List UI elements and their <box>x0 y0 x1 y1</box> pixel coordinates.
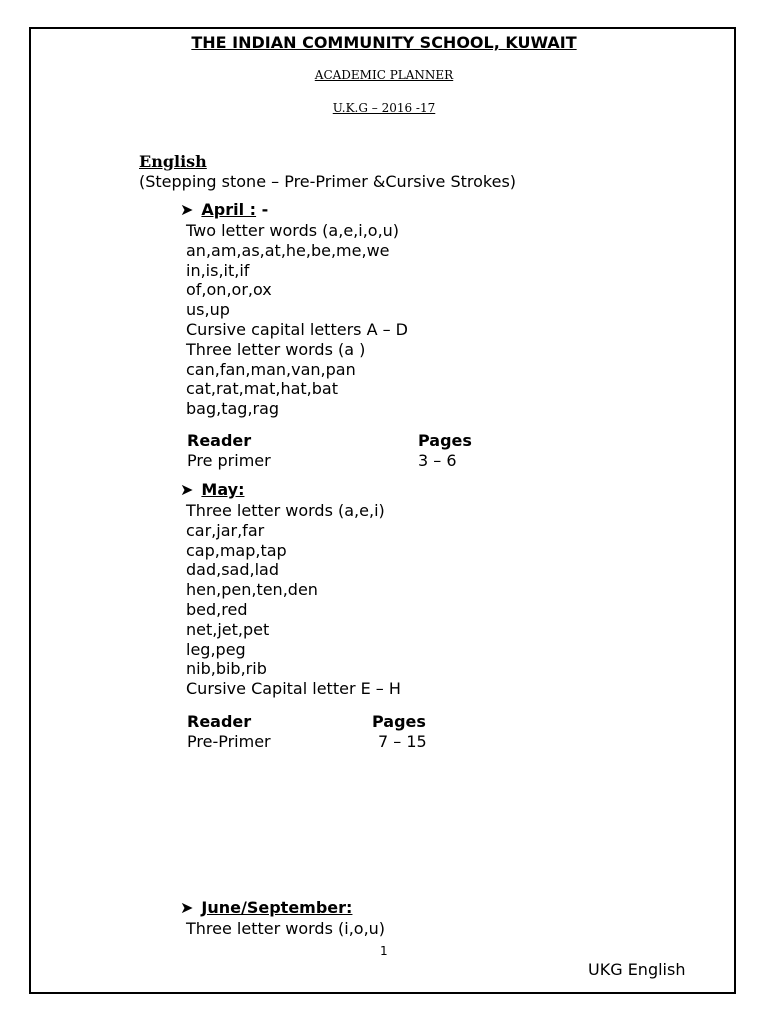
list-item: Cursive Capital letter E – H <box>186 679 401 699</box>
class-year: U.K.G – 2016 -17 <box>332 101 436 115</box>
april-reader-header: Reader <box>187 431 252 450</box>
list-item: cap,map,tap <box>186 540 287 560</box>
month-heading-may: ➤ May: <box>180 480 245 499</box>
subject-description: (Stepping stone – Pre-Primer &Cursive Strokes) <box>139 172 517 191</box>
may-pages-header: Pages <box>372 712 426 731</box>
planner-title: ACADEMIC PLANNER <box>314 68 454 82</box>
list-item: cat,rat,mat,hat,bat <box>186 379 338 399</box>
list-item: can,fan,man,van,pan <box>186 359 356 379</box>
list-item: of,on,or,ox <box>186 280 272 300</box>
arrowhead-bullet-icon: ➤ <box>180 200 194 219</box>
list-item: Cursive capital letters A – D <box>186 319 408 339</box>
list-item: car,jar,far <box>186 520 265 540</box>
april-pages-header: Pages <box>418 431 472 450</box>
footer-label: UKG English <box>588 960 686 979</box>
list-item: in,is,it,if <box>186 260 250 280</box>
list-item: bed,red <box>186 599 248 619</box>
school-title: THE INDIAN COMMUNITY SCHOOL, KUWAIT <box>191 33 577 52</box>
may-reader-value: Pre-Primer <box>187 732 271 751</box>
list-item: Three letter words (i,o,u) <box>186 919 386 938</box>
list-item: an,am,as,at,he,be,me,we <box>186 240 390 260</box>
may-pages-value: 7 – 15 <box>378 732 427 751</box>
list-item: us,up <box>186 300 230 320</box>
april-word-list <box>186 221 408 419</box>
month-heading-june-september: ➤ June/September: <box>180 898 353 917</box>
page-number: 1 <box>380 944 388 958</box>
april-reader-value: Pre primer <box>187 451 271 470</box>
arrowhead-bullet-icon: ➤ <box>180 480 194 499</box>
list-item: Three letter words (a,e,i) <box>186 501 385 520</box>
list-item: Two letter words (a,e,i,o,u) <box>186 221 400 240</box>
list-item: dad,sad,lad <box>186 560 279 580</box>
april-pages-value: 3 – 6 <box>418 451 457 470</box>
list-item: hen,pen,ten,den <box>186 580 318 600</box>
subject-heading: English <box>139 152 207 171</box>
may-word-list <box>186 501 401 699</box>
list-item: bag,tag,rag <box>186 399 280 419</box>
may-reader-header: Reader <box>187 712 252 731</box>
arrowhead-bullet-icon: ➤ <box>180 898 194 917</box>
list-item: leg,peg <box>186 639 246 659</box>
month-heading-april: ➤ April : - <box>180 200 269 219</box>
list-item: Three letter words (a ) <box>186 339 366 359</box>
list-item: nib,bib,rib <box>186 659 267 679</box>
list-item: net,jet,pet <box>186 619 270 639</box>
